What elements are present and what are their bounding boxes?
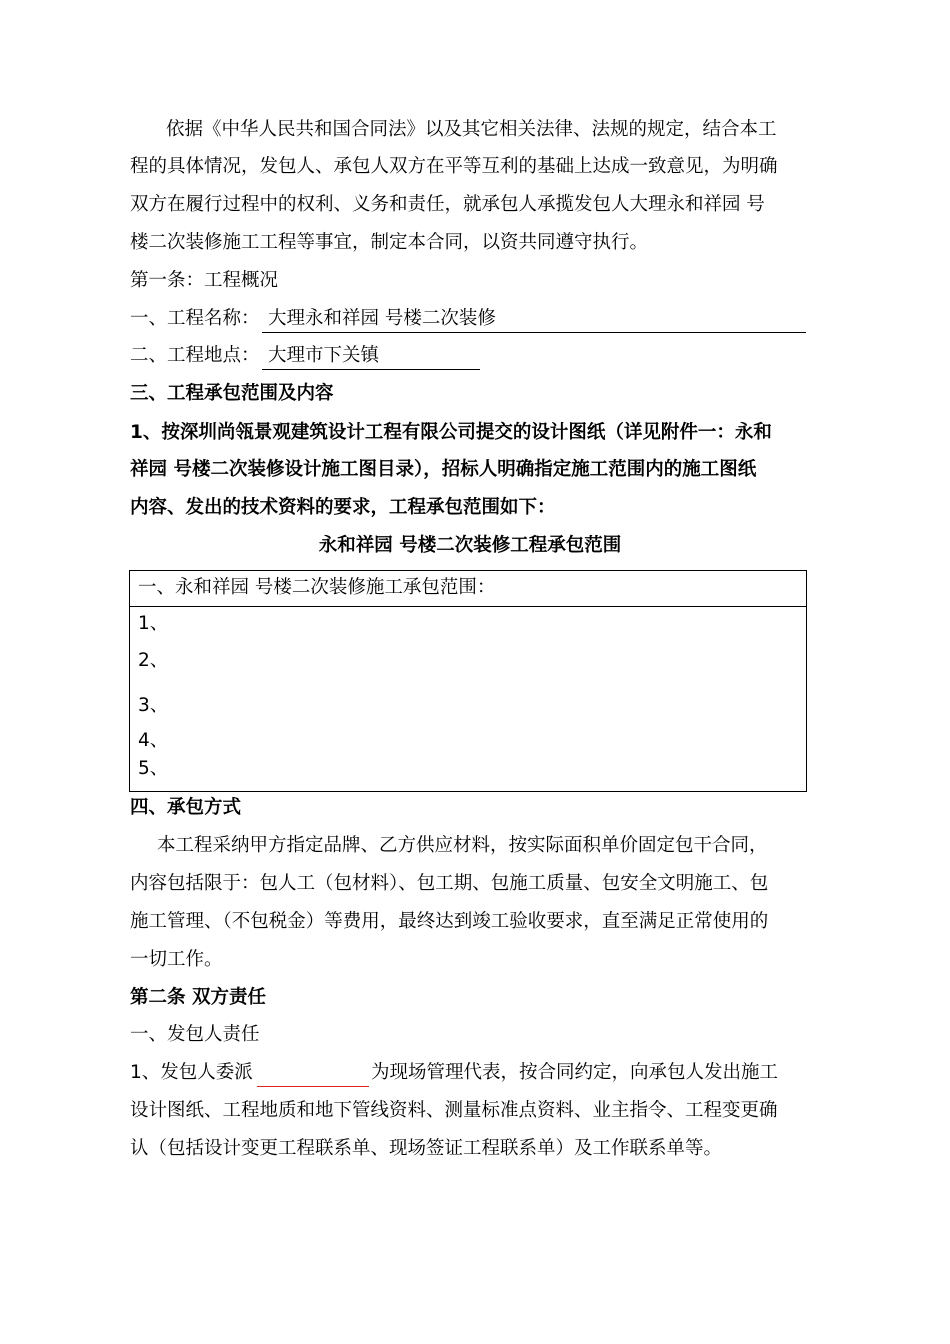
intro-line-3: 双方在履行过程中的权利、义务和责任，就承包人承揽发包人大理永和祥园 号 — [130, 194, 765, 215]
scope-line-3: 内容、发出的技术资料的要求，工程承包范围如下： — [130, 497, 556, 518]
duty-1-line-3: 认（包括设计变更工程联系单、现场签证工程联系单）及工作联系单等。 — [130, 1138, 723, 1159]
article1-title: 第一条：工程概况 — [130, 270, 279, 291]
duty-1-line-2: 设计图纸、工程地质和地下管线资料、测量标准点资料、业主指令、工程变更确 — [130, 1100, 778, 1121]
contract-mode-line-3: 施工管理、（不包税金）等费用，最终达到竣工验收要求，直至满足正常使用的 — [130, 911, 769, 932]
project-name-value: 大理永和祥园 号楼二次装修 — [268, 308, 496, 329]
scope-item-5: 5、 — [138, 758, 169, 779]
scope-item-4: 4、 — [138, 730, 169, 751]
contract-mode-line-2: 内容包括限于：包人工（包材料）、包工期、包施工质量、包安全文明施工、包 — [130, 873, 769, 894]
duty-1-suffix: 为现场管理代表，按合同约定，向承包人发出施工 — [371, 1062, 779, 1083]
contract-mode-heading: 四、承包方式 — [130, 797, 242, 818]
scope-item-2: 2、 — [138, 650, 169, 671]
project-name-label: 一、工程名称： — [130, 308, 260, 329]
intro-line-4: 楼二次装修施工工程等事宜，制定本合同，以资共同遵守执行。 — [130, 232, 649, 253]
intro-line-2: 程的具体情况，发包人、承包人双方在平等互利的基础上达成一致意见，为明确 — [130, 156, 778, 177]
scope-line-2: 祥园 号楼二次装修设计施工图目录），招标人明确指定施工范围内的施工图纸 — [130, 459, 757, 480]
scope-item-3: 3、 — [138, 695, 169, 716]
article2-title: 第二条 双方责任 — [130, 987, 266, 1008]
duty-1-prefix: 1、发包人委派 — [130, 1062, 253, 1083]
scope-table-title: 永和祥园 号楼二次装修工程承包范围 — [318, 535, 622, 556]
scope-line-1: 1、按深圳尚瓴景观建筑设计工程有限公司提交的设计图纸（详见附件一：永和 — [130, 422, 772, 443]
scope-table-header — [130, 571, 806, 607]
representative-blank — [257, 1060, 369, 1087]
scope-heading: 三、工程承包范围及内容 — [130, 383, 334, 404]
intro-line-1: 依据《中华人民共和国合同法》以及其它相关法律、法规的规定，结合本工 — [166, 119, 777, 140]
scope-table — [129, 570, 807, 792]
project-location-label: 二、工程地点： — [130, 345, 260, 366]
scope-item-1: 1、 — [138, 613, 169, 634]
contract-mode-line-4: 一切工作。 — [130, 949, 223, 970]
scope-table-header-text: 一、永和祥园 号楼二次装修施工承包范围： — [138, 577, 496, 598]
contract-mode-line-1: 本工程采纳甲方指定品牌、乙方供应材料，按实际面积单价固定包干合同， — [157, 835, 768, 856]
project-location-value: 大理市下关镇 — [268, 345, 380, 366]
employer-duties-heading: 一、发包人责任 — [130, 1024, 260, 1045]
